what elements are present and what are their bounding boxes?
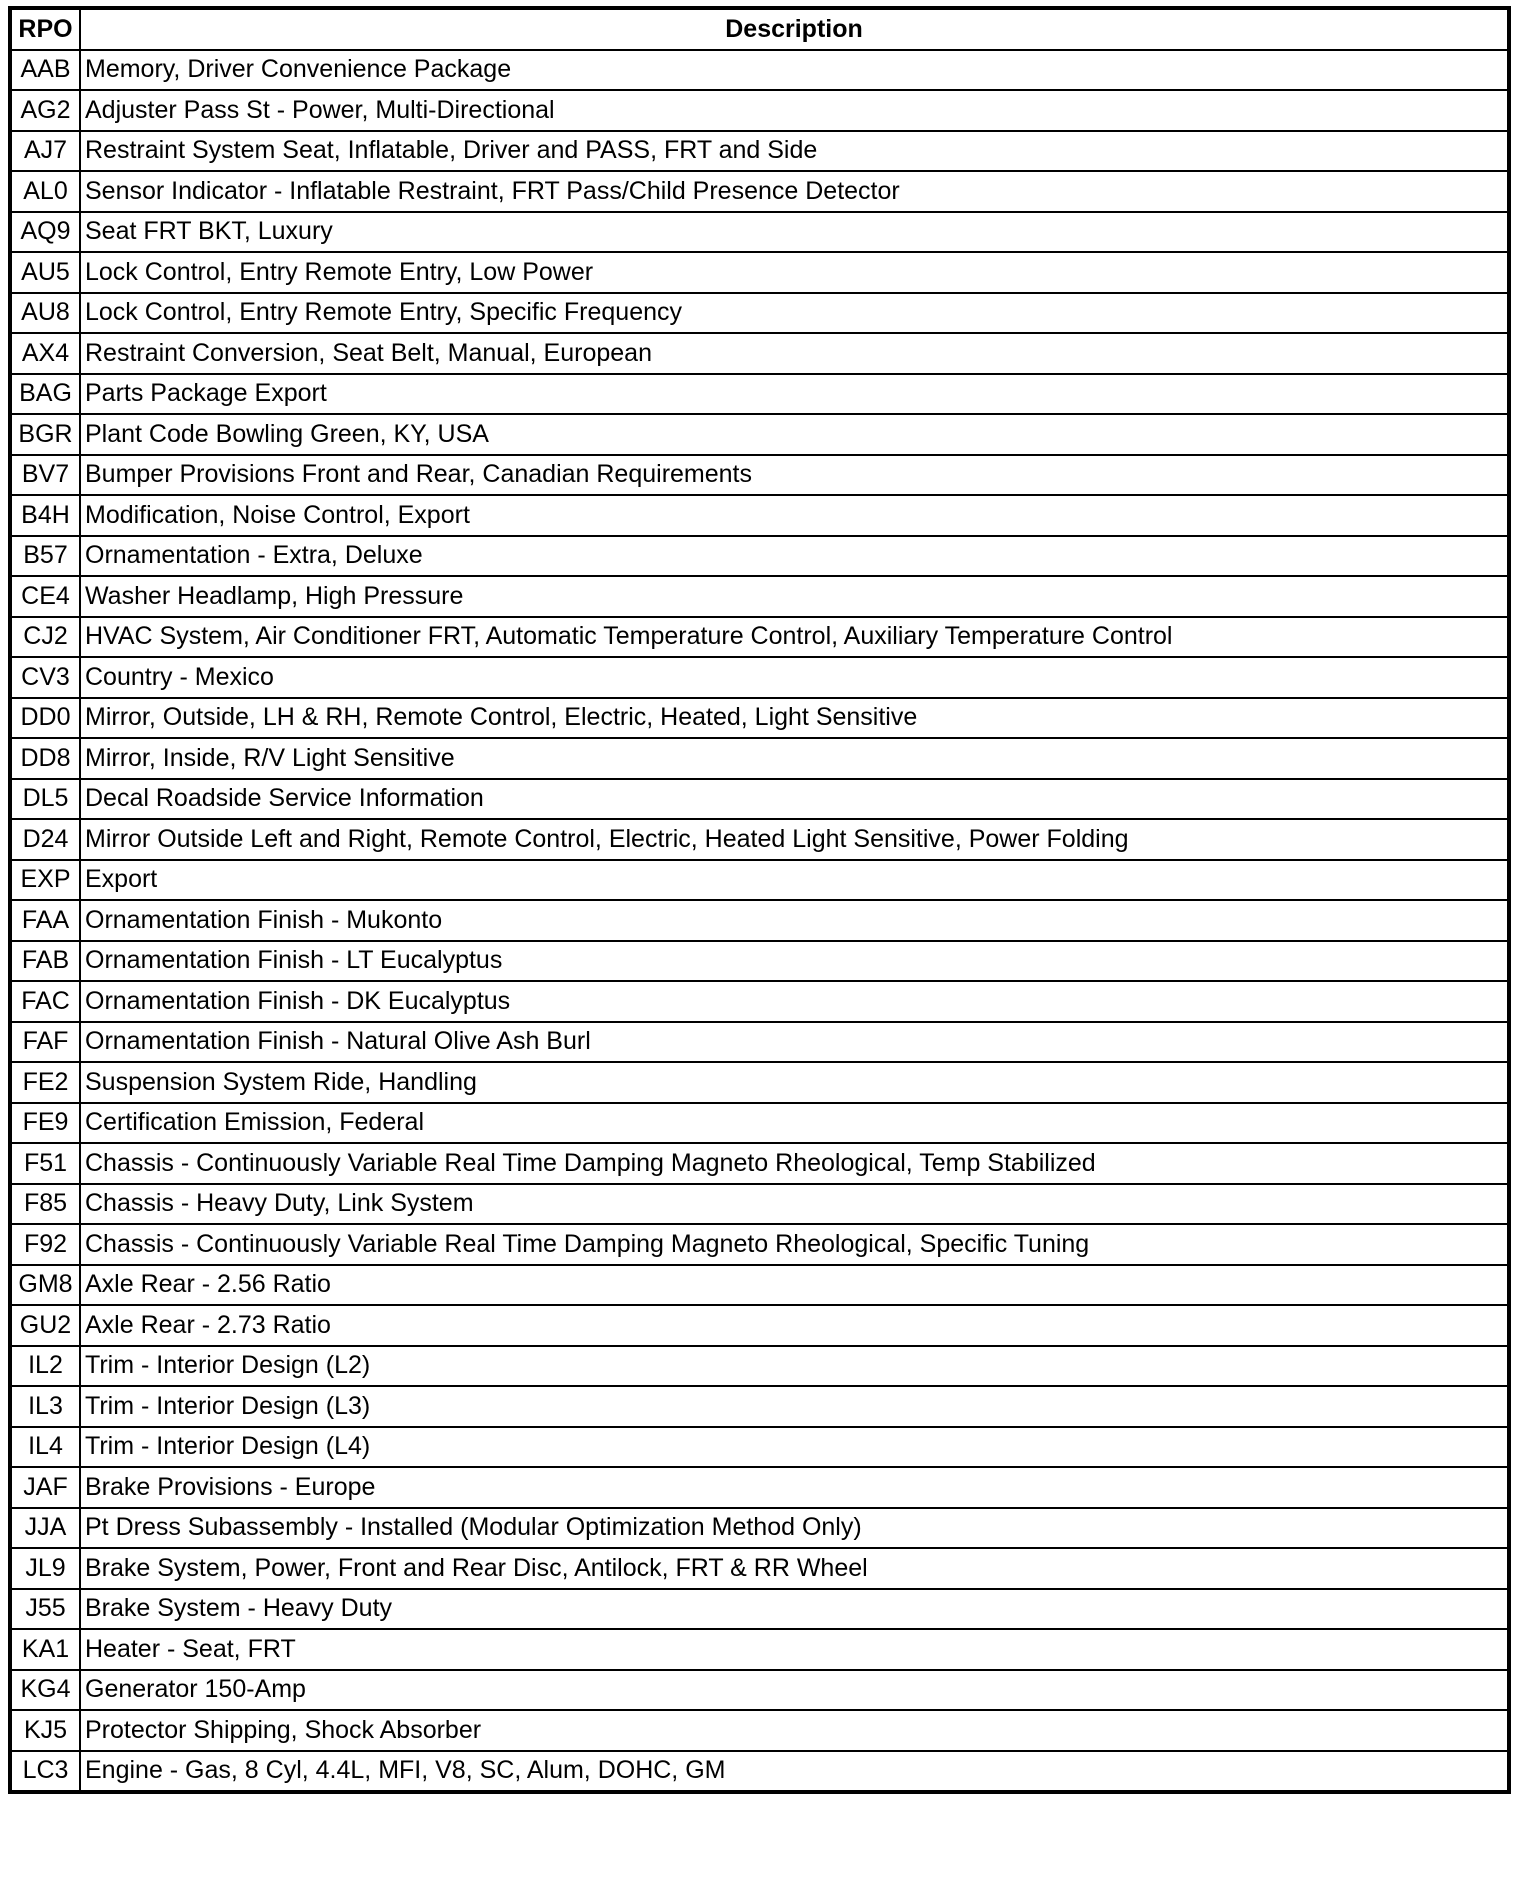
rpo-description: Ornamentation Finish - Mukonto [80,900,1509,941]
rpo-description: Lock Control, Entry Remote Entry, Low Power [80,252,1509,293]
rpo-column-header: RPO [10,8,80,50]
rpo-description: Brake System - Heavy Duty [80,1589,1509,1630]
rpo-description: Export [80,860,1509,901]
table-row [10,819,1509,860]
rpo-code: GM8 [10,1265,80,1306]
rpo-table [8,6,1511,1794]
table-row [10,333,1509,374]
rpo-description: Sensor Indicator - Inflatable Restraint, FRT Pass/Child Presence Detector [80,171,1509,212]
rpo-description: Modification, Noise Control, Export [80,495,1509,536]
rpo-description: Memory, Driver Convenience Package [80,50,1509,91]
table-row [10,171,1509,212]
rpo-code: IL3 [10,1386,80,1427]
header-row [10,8,1509,50]
rpo-description: Suspension System Ride, Handling [80,1062,1509,1103]
rpo-description: Seat FRT BKT, Luxury [80,212,1509,253]
table-row [10,1184,1509,1225]
rpo-code: AU5 [10,252,80,293]
rpo-code: BGR [10,414,80,455]
rpo-description: Bumper Provisions Front and Rear, Canadian Requirements [80,455,1509,496]
rpo-code: B57 [10,536,80,577]
rpo-description: Country - Mexico [80,657,1509,698]
rpo-code: AL0 [10,171,80,212]
rpo-code: KA1 [10,1629,80,1670]
rpo-code: IL2 [10,1346,80,1387]
table-row [10,374,1509,415]
rpo-code: LC3 [10,1751,80,1793]
rpo-description: Parts Package Export [80,374,1509,415]
rpo-description: Adjuster Pass St - Power, Multi-Directional [80,90,1509,131]
rpo-description: Trim - Interior Design (L4) [80,1427,1509,1468]
rpo-code: IL4 [10,1427,80,1468]
rpo-description: Axle Rear - 2.73 Ratio [80,1305,1509,1346]
table-row [10,1548,1509,1589]
rpo-description: Engine - Gas, 8 Cyl, 4.4L, MFI, V8, SC, Alum, DOHC, GM [80,1751,1509,1793]
table-row [10,698,1509,739]
table-row [10,1265,1509,1306]
table-row [10,1629,1509,1670]
rpo-code: BV7 [10,455,80,496]
rpo-code: AG2 [10,90,80,131]
table-row [10,212,1509,253]
table-row [10,293,1509,334]
rpo-description: Protector Shipping, Shock Absorber [80,1710,1509,1751]
table-row [10,1103,1509,1144]
table-row [10,738,1509,779]
rpo-code: B4H [10,495,80,536]
table-row [10,495,1509,536]
rpo-description: Ornamentation - Extra, Deluxe [80,536,1509,577]
rpo-description: Ornamentation Finish - DK Eucalyptus [80,981,1509,1022]
rpo-code: F85 [10,1184,80,1225]
rpo-description: Brake System, Power, Front and Rear Disc, Antilock, FRT & RR Wheel [80,1548,1509,1589]
rpo-code: FAC [10,981,80,1022]
rpo-description: Lock Control, Entry Remote Entry, Specific Frequency [80,293,1509,334]
table-row [10,90,1509,131]
rpo-code: BAG [10,374,80,415]
table-row [10,1346,1509,1387]
rpo-code: CE4 [10,576,80,617]
rpo-description: Pt Dress Subassembly - Installed (Modular Optimization Method Only) [80,1508,1509,1549]
table-row [10,981,1509,1022]
rpo-code: AU8 [10,293,80,334]
rpo-code: FAA [10,900,80,941]
table-row [10,50,1509,91]
rpo-code: AQ9 [10,212,80,253]
description-column-header: Description [80,8,1509,50]
table-row [10,1710,1509,1751]
rpo-description: Axle Rear - 2.56 Ratio [80,1265,1509,1306]
rpo-code: CJ2 [10,617,80,658]
table-body [10,50,1509,1793]
rpo-description: Decal Roadside Service Information [80,779,1509,820]
table-row [10,1467,1509,1508]
table-row [10,657,1509,698]
rpo-code: JAF [10,1467,80,1508]
rpo-description: Restraint Conversion, Seat Belt, Manual, European [80,333,1509,374]
rpo-code: FAF [10,1022,80,1063]
table-row [10,1224,1509,1265]
rpo-description: HVAC System, Air Conditioner FRT, Automatic Temperature Control, Auxiliary Temperature Control [80,617,1509,658]
table-row [10,1305,1509,1346]
rpo-code: F92 [10,1224,80,1265]
rpo-description: Chassis - Continuously Variable Real Time Damping Magneto Rheological, Temp Stabilized [80,1143,1509,1184]
table-row [10,455,1509,496]
rpo-code: DD8 [10,738,80,779]
rpo-description: Trim - Interior Design (L3) [80,1386,1509,1427]
rpo-code: D24 [10,819,80,860]
table-row [10,576,1509,617]
rpo-code: FE2 [10,1062,80,1103]
rpo-description: Ornamentation Finish - Natural Olive Ash Burl [80,1022,1509,1063]
rpo-code: KG4 [10,1670,80,1711]
table-row [10,617,1509,658]
table-row [10,252,1509,293]
table-row [10,1022,1509,1063]
table-row [10,941,1509,982]
table-row [10,1670,1509,1711]
table-row [10,1062,1509,1103]
rpo-code: GU2 [10,1305,80,1346]
table-row [10,1386,1509,1427]
rpo-code: J55 [10,1589,80,1630]
table-row [10,131,1509,172]
rpo-code: DL5 [10,779,80,820]
rpo-description: Generator 150-Amp [80,1670,1509,1711]
rpo-code: FAB [10,941,80,982]
rpo-description: Certification Emission, Federal [80,1103,1509,1144]
rpo-description: Mirror, Outside, LH & RH, Remote Control, Electric, Heated, Light Sensitive [80,698,1509,739]
table-row [10,1143,1509,1184]
rpo-description: Washer Headlamp, High Pressure [80,576,1509,617]
rpo-code: JL9 [10,1548,80,1589]
table-row [10,414,1509,455]
table-row [10,1589,1509,1630]
rpo-code: DD0 [10,698,80,739]
rpo-code: F51 [10,1143,80,1184]
rpo-code: EXP [10,860,80,901]
rpo-code: FE9 [10,1103,80,1144]
rpo-description: Mirror, Inside, R/V Light Sensitive [80,738,1509,779]
rpo-description: Restraint System Seat, Inflatable, Driver and PASS, FRT and Side [80,131,1509,172]
rpo-description: Mirror Outside Left and Right, Remote Control, Electric, Heated Light Sensitive, Power Folding [80,819,1509,860]
rpo-description: Plant Code Bowling Green, KY, USA [80,414,1509,455]
rpo-description: Chassis - Continuously Variable Real Time Damping Magneto Rheological, Specific Tuning [80,1224,1509,1265]
rpo-code: AAB [10,50,80,91]
rpo-code: AJ7 [10,131,80,172]
rpo-code: JJA [10,1508,80,1549]
rpo-description: Brake Provisions - Europe [80,1467,1509,1508]
table-row [10,1508,1509,1549]
table-row [10,1751,1509,1793]
rpo-code: CV3 [10,657,80,698]
table-row [10,860,1509,901]
table-row [10,900,1509,941]
table-row [10,1427,1509,1468]
table-row [10,536,1509,577]
rpo-description: Chassis - Heavy Duty, Link System [80,1184,1509,1225]
rpo-description: Heater - Seat, FRT [80,1629,1509,1670]
rpo-code: KJ5 [10,1710,80,1751]
rpo-code: AX4 [10,333,80,374]
table-row [10,779,1509,820]
rpo-description: Trim - Interior Design (L2) [80,1346,1509,1387]
rpo-description: Ornamentation Finish - LT Eucalyptus [80,941,1509,982]
